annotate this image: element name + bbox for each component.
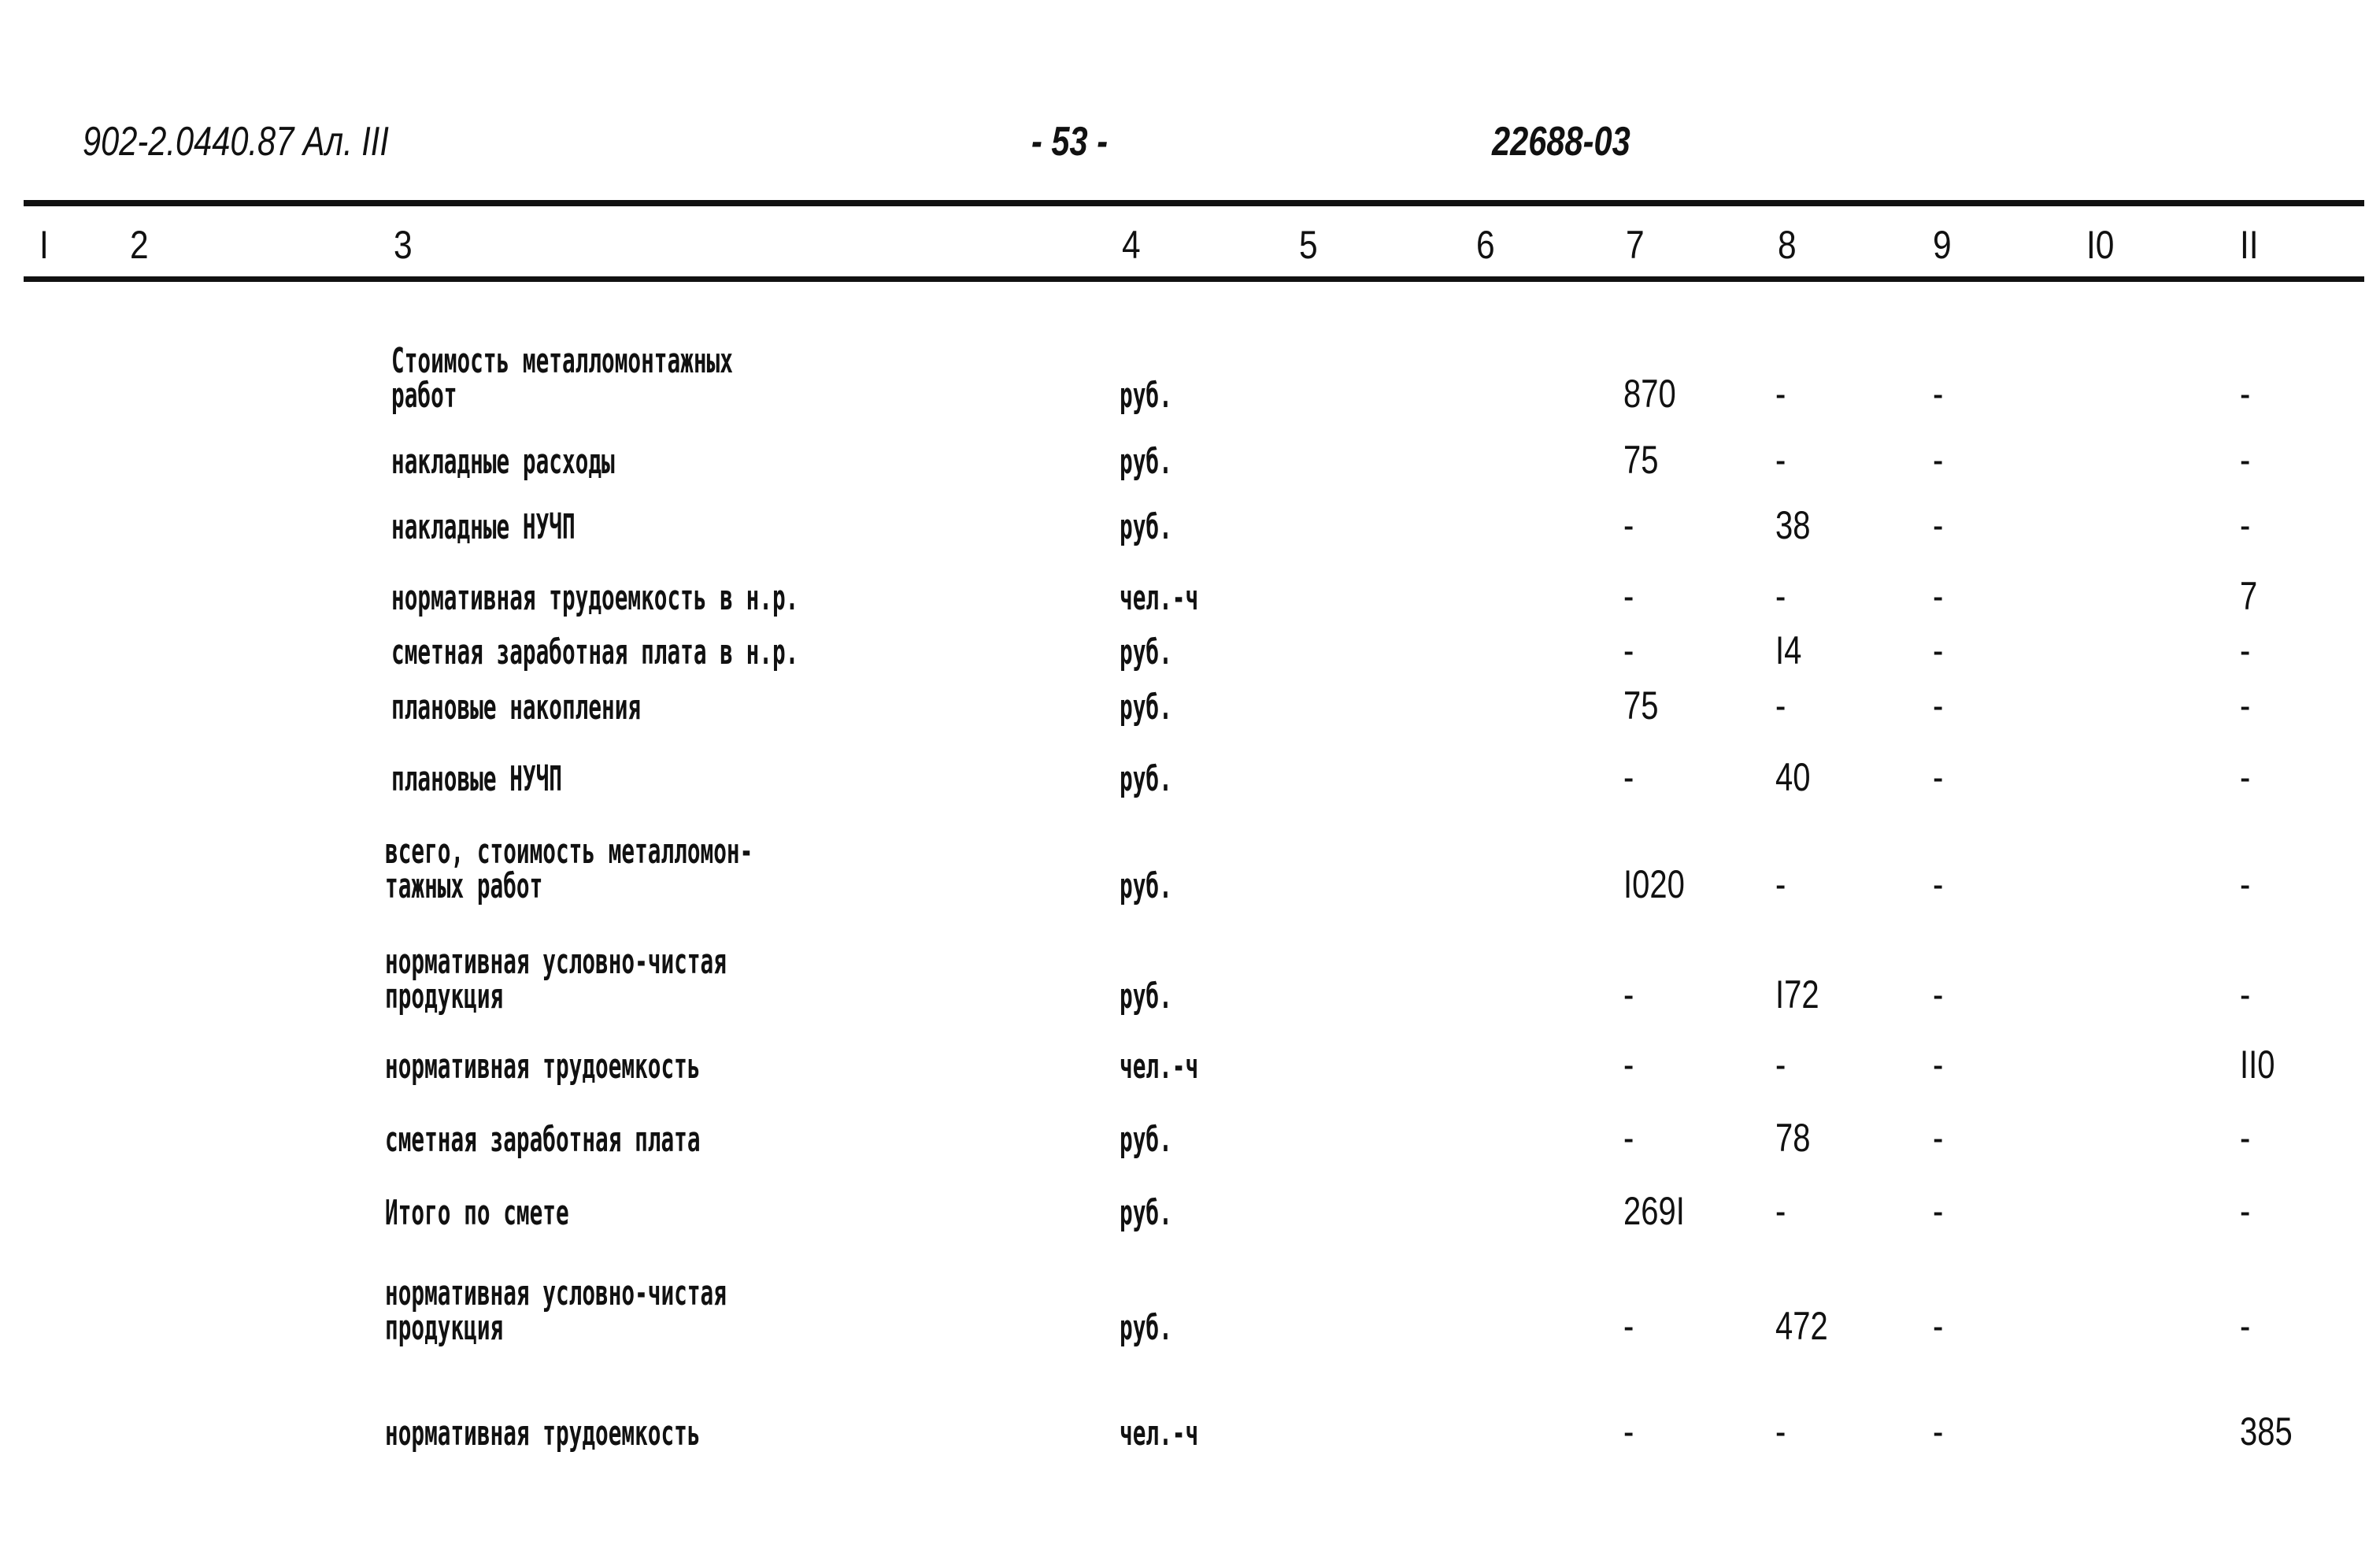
top-rule — [24, 200, 2364, 206]
col8-value: - — [1775, 1189, 1786, 1233]
col8-value: - — [1775, 372, 1786, 416]
col8-value: 78 — [1775, 1116, 1811, 1160]
table-row — [0, 832, 2380, 906]
col7-value: 75 — [1623, 683, 1659, 728]
row-unit: руб. — [1120, 632, 1172, 672]
page-number: - 53 - — [1031, 119, 1109, 165]
column-number: 2 — [130, 223, 149, 267]
col11-value: - — [2240, 1189, 2251, 1233]
row-label: сметная заработная плата в н.р. — [391, 632, 799, 672]
col7-value: - — [1623, 755, 1634, 799]
col9-value: - — [1933, 372, 1944, 416]
row-unit: чел.-ч — [1120, 1046, 1199, 1087]
col7-value: - — [1623, 574, 1634, 618]
col9-value: - — [1933, 862, 1944, 906]
table-row — [0, 1409, 2380, 1454]
col8-value: - — [1775, 438, 1786, 482]
col7-value: - — [1623, 628, 1634, 672]
col9-value: - — [1933, 503, 1944, 547]
col11-value: - — [2240, 755, 2251, 799]
col9-value: - — [1933, 1189, 1944, 1233]
col7-value: 870 — [1623, 372, 1676, 416]
row-unit: чел.-ч — [1120, 578, 1199, 618]
table-row — [0, 341, 2380, 416]
row-unit: руб. — [1120, 866, 1172, 906]
col8-value: I72 — [1775, 972, 1819, 1017]
col7-value: I020 — [1623, 862, 1685, 906]
column-number: 3 — [394, 223, 413, 267]
row-label: плановые накопления — [391, 687, 642, 728]
col8-value: 472 — [1775, 1304, 1828, 1348]
header-rule — [24, 276, 2364, 282]
row-label: сметная заработная плата — [385, 1120, 701, 1160]
col8-value: - — [1775, 862, 1786, 906]
col11-value: - — [2240, 1116, 2251, 1160]
row-label: плановые НУЧП — [391, 759, 562, 799]
col7-value: - — [1623, 1043, 1634, 1087]
row-label: нормативная условно-чистая продукция — [385, 1273, 727, 1348]
col9-value: - — [1933, 972, 1944, 1017]
col7-value: 75 — [1623, 438, 1659, 482]
row-label: накладные НУЧП — [391, 507, 576, 547]
column-number: 8 — [1778, 223, 1797, 267]
table-row — [0, 503, 2380, 547]
row-label: нормативная условно-чистая продукция — [385, 942, 727, 1017]
col8-value: - — [1775, 1043, 1786, 1087]
row-label: накладные расходы — [391, 442, 615, 482]
column-number: 7 — [1626, 223, 1645, 267]
column-number: II — [2240, 223, 2259, 267]
col11-value: - — [2240, 972, 2251, 1017]
col9-value: - — [1933, 438, 1944, 482]
col11-value: II0 — [2240, 1043, 2275, 1087]
col7-value: - — [1623, 1116, 1634, 1160]
column-number: 5 — [1299, 223, 1318, 267]
row-label: всего, стоимость металломон- тажных работ — [385, 832, 753, 906]
col7-value: - — [1623, 1304, 1634, 1348]
col9-value: - — [1933, 1043, 1944, 1087]
col8-value: - — [1775, 1409, 1786, 1454]
col11-value: - — [2240, 503, 2251, 547]
table-row — [0, 628, 2380, 672]
column-number: 4 — [1122, 223, 1141, 267]
table-row — [0, 1273, 2380, 1348]
col9-value: - — [1933, 1304, 1944, 1348]
col8-value: - — [1775, 683, 1786, 728]
col11-value: 7 — [2240, 574, 2258, 618]
row-label: нормативная трудоемкость — [385, 1046, 701, 1087]
col9-value: - — [1933, 628, 1944, 672]
col9-value: - — [1933, 574, 1944, 618]
table-row — [0, 440, 2380, 480]
row-label: Стоимость металломонтажных работ — [391, 341, 733, 416]
row-unit: руб. — [1120, 507, 1172, 547]
row-unit: руб. — [1120, 442, 1172, 482]
row-unit: руб. — [1120, 687, 1172, 728]
table-row — [0, 757, 2380, 797]
col11-value: - — [2240, 683, 2251, 728]
row-unit: руб. — [1120, 976, 1172, 1017]
col11-value: - — [2240, 438, 2251, 482]
col8-value: 38 — [1775, 503, 1811, 547]
column-number: I0 — [2086, 223, 2115, 267]
col9-value: - — [1933, 1116, 1944, 1160]
column-number: 9 — [1933, 223, 1952, 267]
col11-value: - — [2240, 862, 2251, 906]
col7-value: 269I — [1623, 1189, 1685, 1233]
col7-value: - — [1623, 972, 1634, 1017]
col7-value: - — [1623, 1409, 1634, 1454]
col9-value: - — [1933, 755, 1944, 799]
row-unit: руб. — [1120, 1308, 1172, 1348]
col7-value: - — [1623, 503, 1634, 547]
col9-value: - — [1933, 683, 1944, 728]
row-label: Итого по смете — [385, 1193, 569, 1233]
col8-value: I4 — [1775, 628, 1802, 672]
document-code: 902-2.0440.87 Ал. III — [83, 119, 389, 165]
table-row — [0, 942, 2380, 1017]
row-unit: руб. — [1120, 1120, 1172, 1160]
table-row — [0, 576, 2380, 616]
col11-value: - — [2240, 1304, 2251, 1348]
col9-value: - — [1933, 1409, 1944, 1454]
col8-value: 40 — [1775, 755, 1811, 799]
col11-value: - — [2240, 628, 2251, 672]
col11-value: 385 — [2240, 1409, 2293, 1454]
row-unit: чел.-ч — [1120, 1413, 1199, 1454]
column-number: 6 — [1476, 223, 1495, 267]
row-unit: руб. — [1120, 376, 1172, 416]
col8-value: - — [1775, 574, 1786, 618]
column-number: I — [39, 223, 49, 267]
row-unit: руб. — [1120, 1193, 1172, 1233]
table-row — [0, 1191, 2380, 1231]
row-label: нормативная трудоемкость — [385, 1413, 701, 1454]
col11-value: - — [2240, 372, 2251, 416]
table-row — [0, 683, 2380, 728]
row-unit: руб. — [1120, 759, 1172, 799]
document-number: 22688-03 — [1492, 119, 1630, 165]
row-label: нормативная трудоемкость в н.р. — [391, 578, 799, 618]
table-row — [0, 1043, 2380, 1087]
table-row — [0, 1116, 2380, 1160]
